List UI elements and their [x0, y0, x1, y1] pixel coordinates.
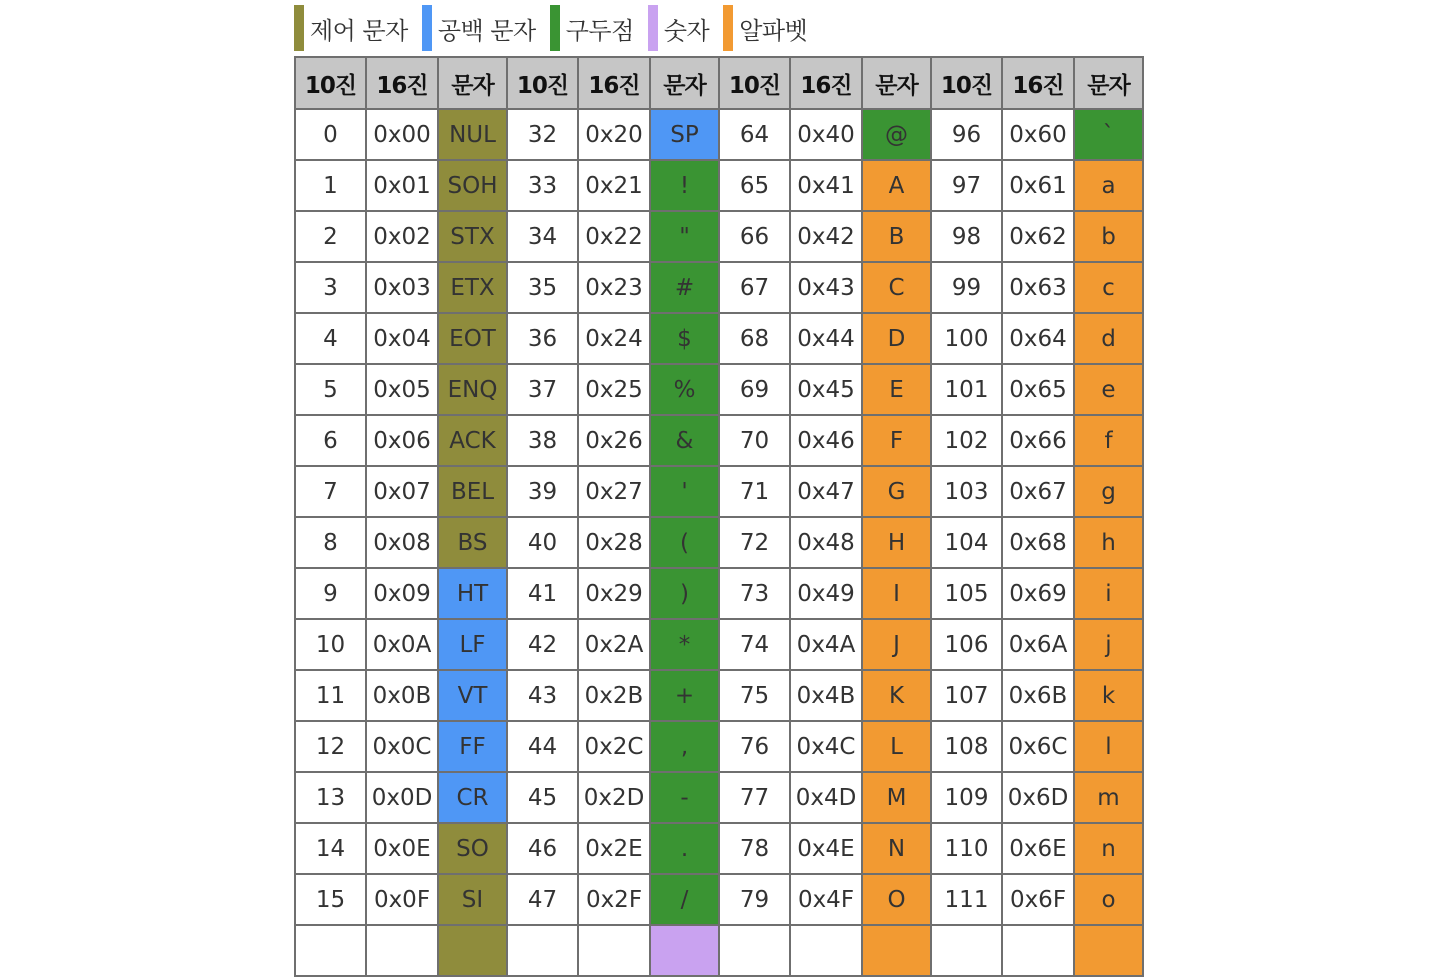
column-header: 문자	[1074, 57, 1143, 109]
decimal-cell: 34	[507, 211, 578, 262]
table-row	[295, 364, 1143, 415]
hex-cell: 0x42	[790, 211, 862, 262]
char-cell: '	[650, 466, 719, 517]
char-cell: BEL	[438, 466, 507, 517]
char-cell: o	[1074, 874, 1143, 925]
table-row	[295, 211, 1143, 262]
table-header-row	[295, 57, 1143, 109]
decimal-cell: 97	[931, 160, 1002, 211]
hex-cell: 0x2D	[578, 772, 650, 823]
hex-cell: 0x6F	[1002, 874, 1074, 925]
hex-cell: 0x07	[366, 466, 438, 517]
ascii-table-container	[294, 0, 1144, 977]
hex-cell: 0x0E	[366, 823, 438, 874]
decimal-cell: 108	[931, 721, 1002, 772]
decimal-cell: 15	[295, 874, 366, 925]
hex-cell: 0x65	[1002, 364, 1074, 415]
hex-cell: 0x06	[366, 415, 438, 466]
decimal-cell: 110	[931, 823, 1002, 874]
char-cell: l	[1074, 721, 1143, 772]
char-cell: I	[862, 568, 931, 619]
hex-cell	[366, 925, 438, 976]
decimal-cell	[719, 925, 790, 976]
char-cell: c	[1074, 262, 1143, 313]
hex-cell: 0x08	[366, 517, 438, 568]
char-cell: J	[862, 619, 931, 670]
hex-cell: 0x28	[578, 517, 650, 568]
char-cell: %	[650, 364, 719, 415]
hex-cell: 0x4E	[790, 823, 862, 874]
hex-cell: 0x2F	[578, 874, 650, 925]
char-cell: LF	[438, 619, 507, 670]
char-cell: j	[1074, 619, 1143, 670]
char-cell	[438, 925, 507, 976]
legend-swatch	[294, 5, 304, 51]
hex-cell: 0x4B	[790, 670, 862, 721]
char-cell: ACK	[438, 415, 507, 466]
decimal-cell	[507, 925, 578, 976]
char-cell: VT	[438, 670, 507, 721]
char-cell: g	[1074, 466, 1143, 517]
char-cell: ,	[650, 721, 719, 772]
char-cell: K	[862, 670, 931, 721]
column-header: 16진	[366, 57, 438, 109]
legend-label: 구두점	[565, 16, 634, 45]
legend-item-control	[294, 5, 408, 51]
char-cell: n	[1074, 823, 1143, 874]
decimal-cell: 104	[931, 517, 1002, 568]
hex-cell: 0x2E	[578, 823, 650, 874]
hex-cell: 0x24	[578, 313, 650, 364]
char-cell: E	[862, 364, 931, 415]
hex-cell: 0x64	[1002, 313, 1074, 364]
hex-cell: 0x0A	[366, 619, 438, 670]
hex-cell: 0x68	[1002, 517, 1074, 568]
decimal-cell: 8	[295, 517, 366, 568]
decimal-cell: 44	[507, 721, 578, 772]
table-row	[295, 415, 1143, 466]
legend-label: 제어 문자	[310, 16, 408, 45]
hex-cell: 0x03	[366, 262, 438, 313]
hex-cell: 0x62	[1002, 211, 1074, 262]
decimal-cell: 1	[295, 160, 366, 211]
decimal-cell: 99	[931, 262, 1002, 313]
decimal-cell: 70	[719, 415, 790, 466]
decimal-cell: 9	[295, 568, 366, 619]
char-cell: +	[650, 670, 719, 721]
legend-label: 공백 문자	[437, 16, 536, 45]
column-header: 16진	[1002, 57, 1074, 109]
decimal-cell: 101	[931, 364, 1002, 415]
column-header: 문자	[438, 57, 507, 109]
decimal-cell: 11	[295, 670, 366, 721]
decimal-cell: 37	[507, 364, 578, 415]
column-header: 10진	[931, 57, 1002, 109]
table-row	[295, 670, 1143, 721]
decimal-cell: 0	[295, 109, 366, 160]
hex-cell: 0x0D	[366, 772, 438, 823]
decimal-cell: 74	[719, 619, 790, 670]
decimal-cell: 10	[295, 619, 366, 670]
decimal-cell	[295, 925, 366, 976]
char-cell: $	[650, 313, 719, 364]
hex-cell: 0x61	[1002, 160, 1074, 211]
decimal-cell: 42	[507, 619, 578, 670]
hex-cell: 0x6D	[1002, 772, 1074, 823]
decimal-cell: 72	[719, 517, 790, 568]
decimal-cell: 69	[719, 364, 790, 415]
decimal-cell: 33	[507, 160, 578, 211]
char-cell: ETX	[438, 262, 507, 313]
char-cell: #	[650, 262, 719, 313]
char-cell: HT	[438, 568, 507, 619]
legend-item-space	[422, 5, 536, 51]
char-cell: -	[650, 772, 719, 823]
decimal-cell: 98	[931, 211, 1002, 262]
char-cell: EOT	[438, 313, 507, 364]
char-cell: /	[650, 874, 719, 925]
char-cell: M	[862, 772, 931, 823]
color-legend	[294, 0, 1144, 56]
decimal-cell: 66	[719, 211, 790, 262]
hex-cell: 0x4F	[790, 874, 862, 925]
char-cell: h	[1074, 517, 1143, 568]
hex-cell: 0x4A	[790, 619, 862, 670]
decimal-cell: 12	[295, 721, 366, 772]
hex-cell: 0x69	[1002, 568, 1074, 619]
hex-cell: 0x4C	[790, 721, 862, 772]
char-cell: .	[650, 823, 719, 874]
hex-cell	[790, 925, 862, 976]
decimal-cell: 79	[719, 874, 790, 925]
decimal-cell: 5	[295, 364, 366, 415]
decimal-cell: 46	[507, 823, 578, 874]
column-header: 문자	[862, 57, 931, 109]
char-cell: FF	[438, 721, 507, 772]
table-row	[295, 313, 1143, 364]
table-row	[295, 721, 1143, 772]
hex-cell: 0x23	[578, 262, 650, 313]
hex-cell: 0x0B	[366, 670, 438, 721]
hex-cell: 0x41	[790, 160, 862, 211]
char-cell: G	[862, 466, 931, 517]
decimal-cell: 96	[931, 109, 1002, 160]
char-cell: k	[1074, 670, 1143, 721]
hex-cell: 0x6E	[1002, 823, 1074, 874]
table-row	[295, 262, 1143, 313]
hex-cell	[578, 925, 650, 976]
hex-cell: 0x27	[578, 466, 650, 517]
column-header: 16진	[790, 57, 862, 109]
hex-cell: 0x40	[790, 109, 862, 160]
table-row	[295, 466, 1143, 517]
decimal-cell: 106	[931, 619, 1002, 670]
hex-cell: 0x67	[1002, 466, 1074, 517]
hex-cell: 0x2A	[578, 619, 650, 670]
hex-cell: 0x0C	[366, 721, 438, 772]
char-cell: F	[862, 415, 931, 466]
decimal-cell: 14	[295, 823, 366, 874]
decimal-cell: 71	[719, 466, 790, 517]
decimal-cell: 68	[719, 313, 790, 364]
hex-cell: 0x47	[790, 466, 862, 517]
decimal-cell: 7	[295, 466, 366, 517]
char-cell: SP	[650, 109, 719, 160]
char-cell	[650, 925, 719, 976]
char-cell: e	[1074, 364, 1143, 415]
char-cell: A	[862, 160, 931, 211]
decimal-cell: 32	[507, 109, 578, 160]
table-row	[295, 823, 1143, 874]
hex-cell: 0x05	[366, 364, 438, 415]
hex-cell: 0x45	[790, 364, 862, 415]
hex-cell: 0x6A	[1002, 619, 1074, 670]
char-cell: !	[650, 160, 719, 211]
decimal-cell: 35	[507, 262, 578, 313]
legend-item-digit	[648, 5, 709, 51]
hex-cell: 0x26	[578, 415, 650, 466]
table-body	[295, 109, 1143, 976]
char-cell: i	[1074, 568, 1143, 619]
hex-cell: 0x6C	[1002, 721, 1074, 772]
decimal-cell: 100	[931, 313, 1002, 364]
table-row	[295, 772, 1143, 823]
char-cell: d	[1074, 313, 1143, 364]
decimal-cell: 65	[719, 160, 790, 211]
hex-cell: 0x20	[578, 109, 650, 160]
legend-swatch	[723, 5, 733, 51]
hex-cell: 0x4D	[790, 772, 862, 823]
table-row	[295, 925, 1143, 976]
legend-swatch	[648, 5, 658, 51]
hex-cell: 0x29	[578, 568, 650, 619]
decimal-cell: 64	[719, 109, 790, 160]
hex-cell: 0x01	[366, 160, 438, 211]
column-header: 10진	[295, 57, 366, 109]
hex-cell: 0x00	[366, 109, 438, 160]
hex-cell: 0x2C	[578, 721, 650, 772]
char-cell: SO	[438, 823, 507, 874]
hex-cell: 0x60	[1002, 109, 1074, 160]
table-row	[295, 517, 1143, 568]
decimal-cell: 75	[719, 670, 790, 721]
decimal-cell: 3	[295, 262, 366, 313]
table-row	[295, 160, 1143, 211]
decimal-cell: 73	[719, 568, 790, 619]
table-row	[295, 109, 1143, 160]
decimal-cell: 78	[719, 823, 790, 874]
char-cell: a	[1074, 160, 1143, 211]
char-cell: (	[650, 517, 719, 568]
char-cell	[862, 925, 931, 976]
decimal-cell: 40	[507, 517, 578, 568]
ascii-table	[294, 56, 1144, 977]
decimal-cell: 43	[507, 670, 578, 721]
legend-label: 숫자	[663, 16, 710, 45]
decimal-cell: 2	[295, 211, 366, 262]
decimal-cell: 67	[719, 262, 790, 313]
hex-cell: 0x0F	[366, 874, 438, 925]
hex-cell	[1002, 925, 1074, 976]
column-header: 10진	[507, 57, 578, 109]
char-cell: b	[1074, 211, 1143, 262]
char-cell: NUL	[438, 109, 507, 160]
char-cell: SI	[438, 874, 507, 925]
char-cell: f	[1074, 415, 1143, 466]
hex-cell: 0x02	[366, 211, 438, 262]
column-header: 10진	[719, 57, 790, 109]
hex-cell: 0x63	[1002, 262, 1074, 313]
char-cell: L	[862, 721, 931, 772]
column-header: 16진	[578, 57, 650, 109]
decimal-cell: 77	[719, 772, 790, 823]
char-cell: )	[650, 568, 719, 619]
decimal-cell: 47	[507, 874, 578, 925]
decimal-cell: 105	[931, 568, 1002, 619]
decimal-cell: 41	[507, 568, 578, 619]
char-cell: N	[862, 823, 931, 874]
hex-cell: 0x22	[578, 211, 650, 262]
decimal-cell: 38	[507, 415, 578, 466]
char-cell: "	[650, 211, 719, 262]
column-header: 문자	[650, 57, 719, 109]
legend-swatch	[422, 5, 432, 51]
decimal-cell	[931, 925, 1002, 976]
char-cell: B	[862, 211, 931, 262]
hex-cell: 0x04	[366, 313, 438, 364]
decimal-cell: 39	[507, 466, 578, 517]
hex-cell: 0x48	[790, 517, 862, 568]
decimal-cell: 109	[931, 772, 1002, 823]
decimal-cell: 4	[295, 313, 366, 364]
decimal-cell: 103	[931, 466, 1002, 517]
char-cell: *	[650, 619, 719, 670]
char-cell: BS	[438, 517, 507, 568]
decimal-cell: 111	[931, 874, 1002, 925]
legend-item-punct	[550, 5, 634, 51]
legend-item-alpha	[723, 5, 807, 51]
hex-cell: 0x25	[578, 364, 650, 415]
char-cell	[1074, 925, 1143, 976]
table-row	[295, 619, 1143, 670]
hex-cell: 0x2B	[578, 670, 650, 721]
char-cell: CR	[438, 772, 507, 823]
hex-cell: 0x49	[790, 568, 862, 619]
hex-cell: 0x46	[790, 415, 862, 466]
hex-cell: 0x66	[1002, 415, 1074, 466]
hex-cell: 0x09	[366, 568, 438, 619]
hex-cell: 0x6B	[1002, 670, 1074, 721]
legend-swatch	[550, 5, 560, 51]
char-cell: O	[862, 874, 931, 925]
decimal-cell: 76	[719, 721, 790, 772]
char-cell: m	[1074, 772, 1143, 823]
decimal-cell: 107	[931, 670, 1002, 721]
char-cell: C	[862, 262, 931, 313]
char-cell: @	[862, 109, 931, 160]
decimal-cell: 13	[295, 772, 366, 823]
decimal-cell: 36	[507, 313, 578, 364]
hex-cell: 0x21	[578, 160, 650, 211]
decimal-cell: 6	[295, 415, 366, 466]
legend-label: 알파벳	[739, 16, 808, 45]
char-cell: D	[862, 313, 931, 364]
char-cell: SOH	[438, 160, 507, 211]
table-row	[295, 568, 1143, 619]
decimal-cell: 102	[931, 415, 1002, 466]
char-cell: `	[1074, 109, 1143, 160]
char-cell: &	[650, 415, 719, 466]
char-cell: ENQ	[438, 364, 507, 415]
hex-cell: 0x43	[790, 262, 862, 313]
char-cell: H	[862, 517, 931, 568]
hex-cell: 0x44	[790, 313, 862, 364]
decimal-cell: 45	[507, 772, 578, 823]
table-row	[295, 874, 1143, 925]
char-cell: STX	[438, 211, 507, 262]
